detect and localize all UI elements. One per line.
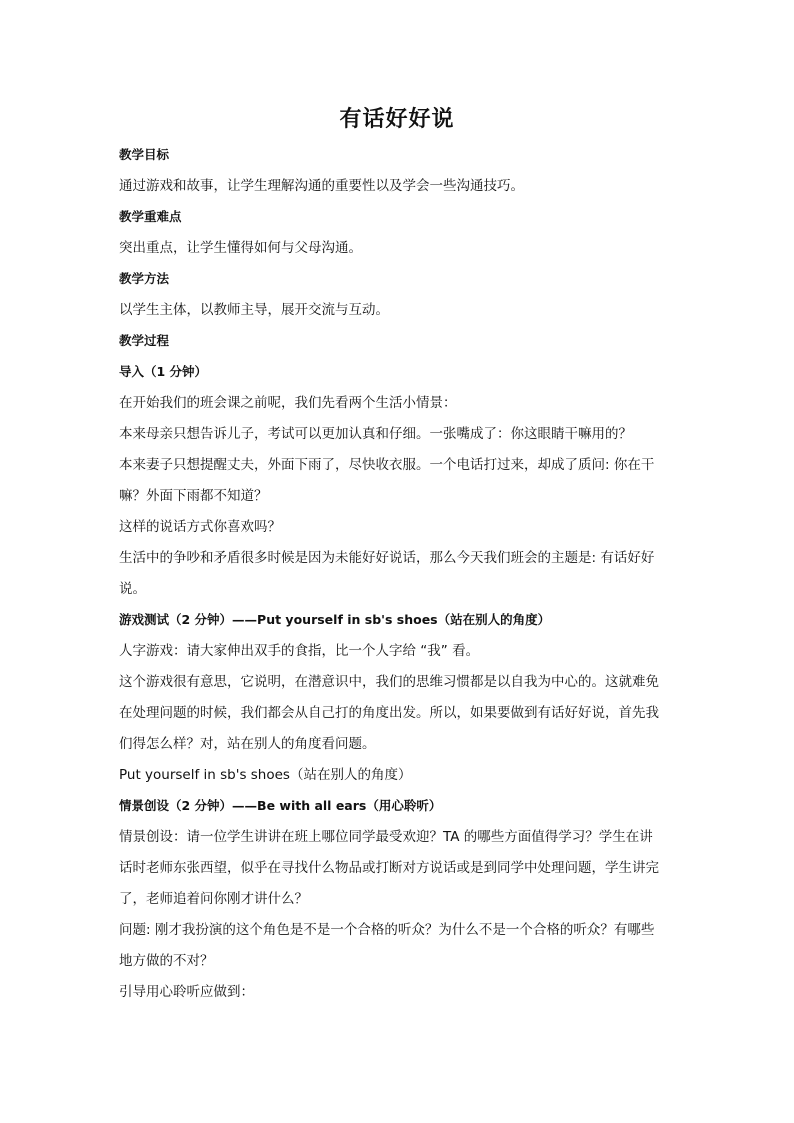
paragraph-line: Put yourself in sb's shoes（站在别人的角度） [119,767,412,783]
heading-key-difficult-points: 教学重难点 [119,209,182,224]
paragraph-line: 了，老师追着问你刚才讲什么？ [119,891,308,907]
paragraph-line: 本来母亲只想告诉儿子，考试可以更加认真和仔细。一张嘴成了：你这眼睛干嘛用的？ [119,426,632,442]
paragraph-line: 本来妻子只想提醒丈夫，外面下雨了，尽快收衣服。一个电话打过来，却成了质问: 你在干 [119,457,655,473]
paragraph-line: 人字游戏：请大家伸出双手的食指，比一个人字给 “我” 看。 [119,643,480,659]
paragraph-line: 问题: 刚才我扮演的这个角色是不是一个合格的听众？为什么不是一个合格的听众？有哪些 [119,922,655,938]
heading-teaching-process: 教学过程 [119,333,170,348]
paragraph-line: 们得怎么样？对，站在别人的角度看问题。 [119,736,376,752]
heading-teaching-goal: 教学目标 [119,147,170,162]
document-title: 有话好好说 [339,107,455,132]
paragraph-line: 生活中的争吵和矛盾很多时候是因为未能好好说话，那么今天我们班会的主题是: 有话好好 [119,550,655,566]
paragraph-line: 在开始我们的班会课之前呢，我们先看两个生活小情景： [119,395,457,411]
heading-teaching-method: 教学方法 [119,271,170,286]
paragraph-line: 这样的说话方式你喜欢吗？ [119,519,281,535]
paragraph-line: 话时老师东张西望，似乎在寻找什么物品或打断对方说话或是到同学中处理问题，学生讲完 [119,860,659,876]
paragraph-line: 以学生主体，以教师主导，展开交流与互动。 [119,302,389,318]
paragraph-line: 突出重点，让学生懂得如何与父母沟通。 [119,240,362,256]
paragraph-line: 通过游戏和故事，让学生理解沟通的重要性以及学会一些沟通技巧。 [119,178,524,194]
paragraph-line: 嘛？外面下雨都不知道？ [119,488,268,504]
paragraph-line: 地方做的不对？ [119,953,214,969]
heading-scenario: 情景创设（2 分钟）——Be with all ears（用心聆听） [119,798,442,813]
paragraph-line: 说。 [119,581,146,597]
paragraph-line: 情景创设：请一位学生讲讲在班上哪位同学最受欢迎？TA 的哪些方面值得学习？学生在讲 [119,829,653,845]
paragraph-line: 引导用心聆听应做到： [119,984,254,1000]
paragraph-line: 这个游戏很有意思，它说明，在潜意识中，我们的思维习惯都是以自我为中心的。这就难免 [119,674,659,690]
heading-introduction: 导入（1 分钟） [119,364,208,379]
heading-game-test: 游戏测试（2 分钟）——Put yourself in sb's shoes（站在别人的角度） [119,612,551,627]
paragraph-line: 在处理问题的时候，我们都会从自己打的角度出发。所以，如果要做到有话好好说，首先我 [119,705,659,721]
